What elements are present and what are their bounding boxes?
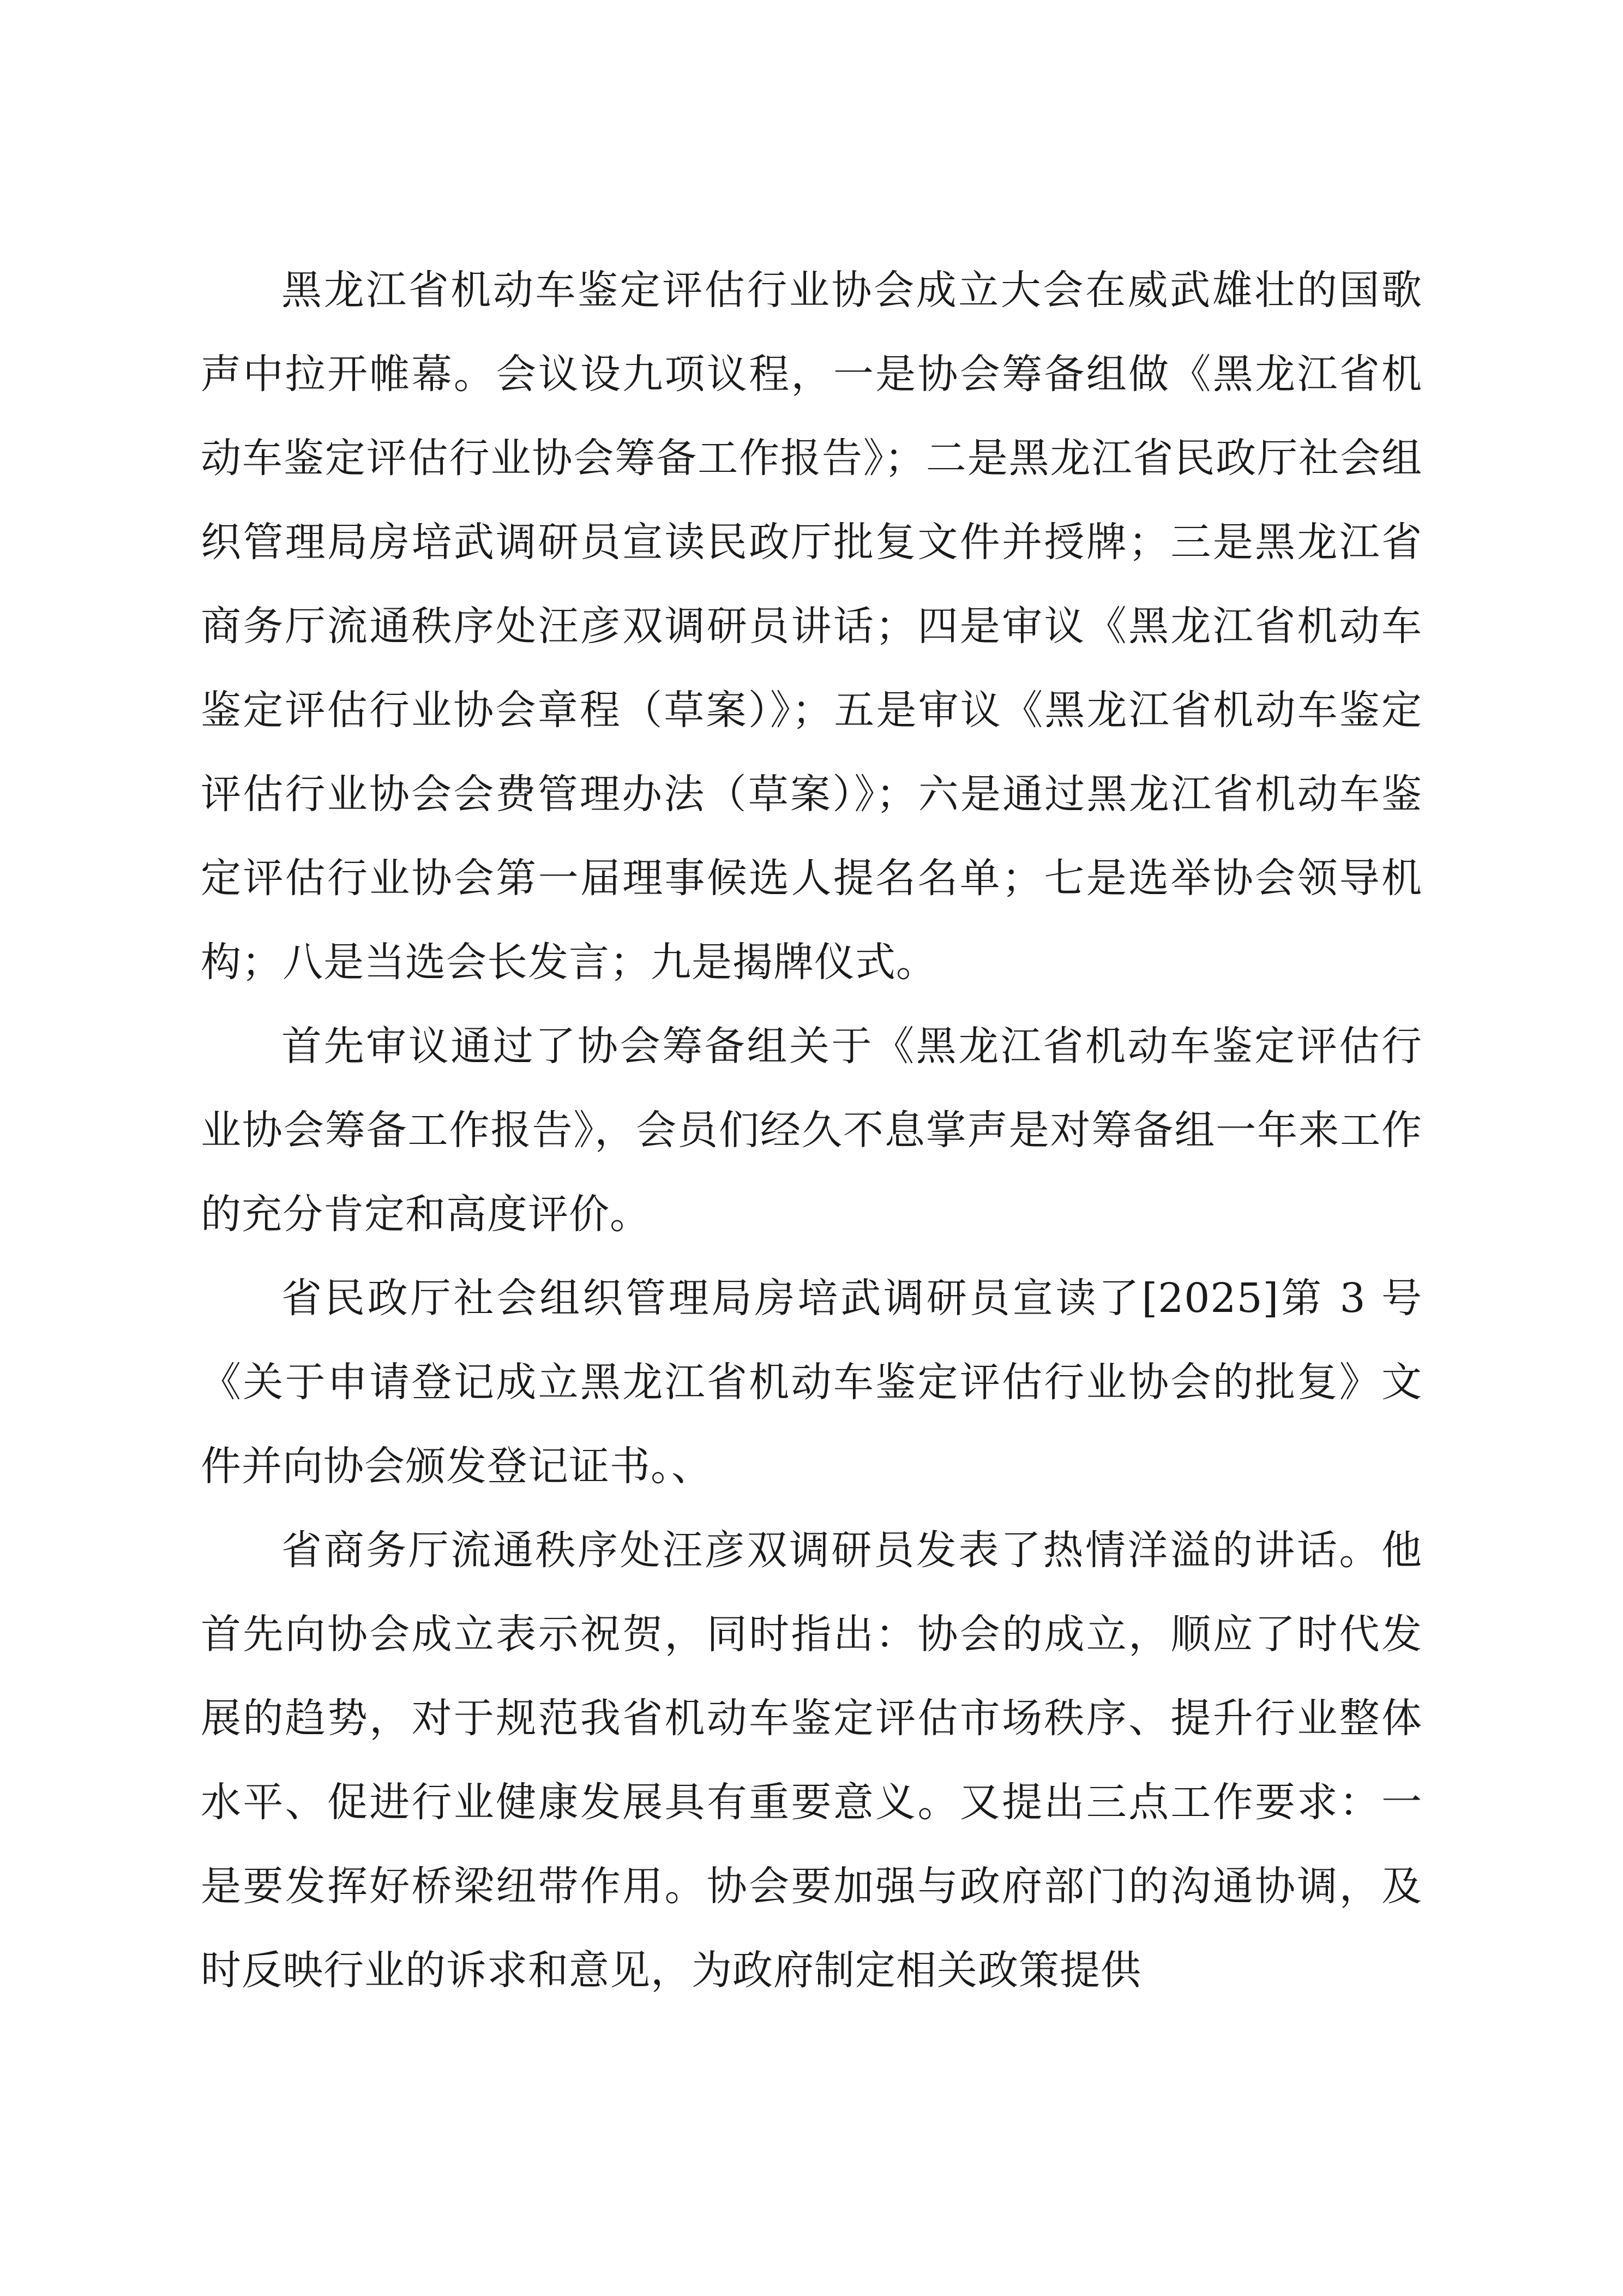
document-body — [201, 248, 1422, 2012]
paragraph-commerce-speech: 省商务厅流通秩序处汪彦双调研员发表了热情洋溢的讲话。他首先向协会成立表示祝贺，同时指出：协会的成立，顺应了时代发展的趋势，对于规范我省机动车鉴定评估市场秩序、提升行业整体水平、促进行业健康发展具有重要意义。又提出三点工作要求：一是要发挥好桥梁纽带作用。协会要加强与政府部门的沟通协调，及时反映行业的诉求和意见，为政府制定相关政策提供 — [201, 1527, 1422, 1994]
paragraph-report-approval: 首先审议通过了协会筹备组关于《黑龙江省机动车鉴定评估行业协会筹备工作报告》，会员们经久不息掌声是对筹备组一年来工作的充分肯定和高度评价。 — [201, 1023, 1422, 1238]
paragraph-agenda: 黑龙江省机动车鉴定评估行业协会成立大会在威武雄壮的国歌声中拉开帷幕。会议设九项议程，一是协会筹备组做《黑龙江省机动车鉴定评估行业协会筹备工作报告》；二是黑龙江省民政厅社会组织管理局房培武调研员宣读民政厅批复文件并授牌；三是黑龙江省商务厅流通秩序处汪彦双调研员讲话；四是审议《黑龙江省机动车鉴定评估行业协会章程（草案）》；五是审议《黑龙江省机动车鉴定评估行业协会会费管理办法（草案）》；六是通过黑龙江省机动车鉴定评估行业协会第一届理事候选人提名名单；七是选举协会领导机构；八是当选会长发言；九是揭牌仪式。 — [201, 267, 1422, 986]
paragraph-registration-certificate: 省民政厅社会组织管理局房培武调研员宣读了[2025]第 3 号《关于申请登记成立黑龙江省机动车鉴定评估行业协会的批复》文件并向协会颁发登记证书。、 — [201, 1275, 1422, 1490]
